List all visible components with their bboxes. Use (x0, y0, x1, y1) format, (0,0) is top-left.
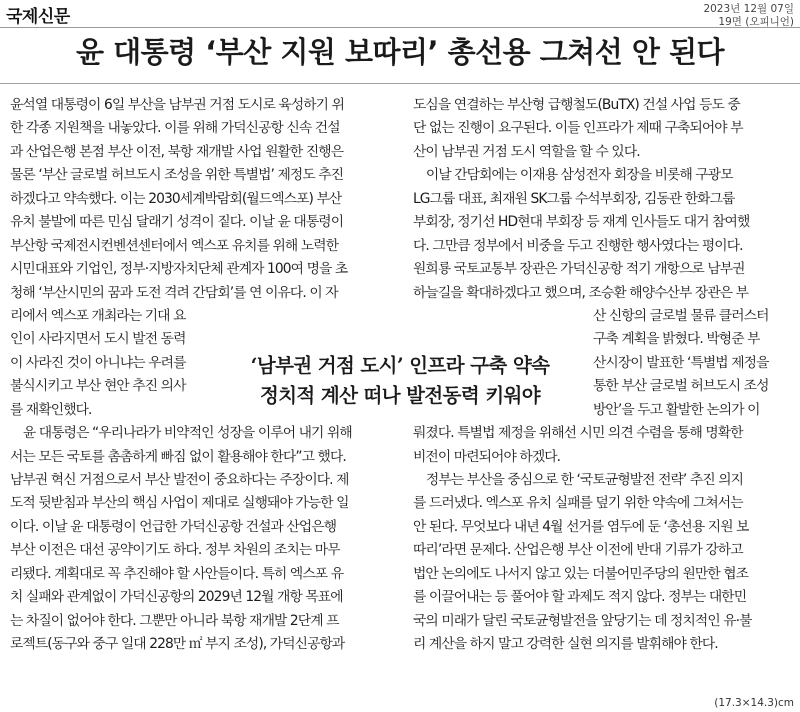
right-line: 원희룡 국토교통부 장관은 가덕신공항 적기 개항으로 남부권 (413, 261, 745, 278)
left-line: 리됐다. 계획대로 꼭 추진해야 할 사안들이다. 특히 엑스포 유 (10, 565, 344, 582)
right-line: 하늘길을 확대하겠다고 했으며, 조승환 해양수산부 장관은 부 (413, 284, 749, 301)
pull-quote-line-1: ‘남부권 거점 도시’ 인프라 구축 약속 (250, 354, 550, 377)
left-line: 한 각종 지원책을 내놓았다. 이를 위해 가덕신공항 신속 건설 (10, 120, 340, 137)
top-divider (0, 27, 800, 28)
right-line: 이날 간담회에는 이재용 삼성전자 회장을 비롯해 구광모 (413, 167, 733, 184)
right-line: 다. 그만큼 정부에서 비중을 두고 진행한 행사였다는 평이다. (413, 237, 743, 254)
left-line: 이 사라진 것이 아니냐는 우려를 (10, 354, 186, 371)
left-line: 리에서 엑스포 개최라는 기대 요 (10, 307, 186, 324)
left-line: 윤석열 대통령이 6일 부산을 남부권 거점 도시로 육성하기 위 (10, 97, 345, 113)
right-line: 비전이 마련되어야 하겠다. (413, 448, 561, 465)
right-line: 뤄졌다. 특별법 제정을 위해선 시민 의견 수렴을 통해 명확한 (413, 425, 743, 442)
publication-date: 2023년 12월 07일 (703, 3, 794, 15)
right-line: 를 이끌어내는 등 풀어야 할 과제도 적지 않다. 정부는 대한민 (413, 589, 747, 606)
right-line: 를 드러냈다. 엑스포 유치 실패를 덮기 위한 약속에 그쳐서는 (413, 495, 743, 512)
left-line: 시민대표와 기업인, 정부·지방자치단체 관계자 100여 명을 초 (10, 261, 348, 278)
right-line: 통한 부산 글로벌 허브도시 조성 (593, 378, 769, 395)
left-line: 부산 이전은 대선 공약이기도 하다. 정부 차원의 조치는 마무 (10, 542, 340, 559)
right-line: 안 된다. 무엇보다 내년 4월 선거를 염두에 둔 ‘총선용 지원 보 (413, 518, 749, 535)
right-line: LG그룹 대표, 최재원 SK그룹 수석부회장, 김동관 한화그룹 (413, 190, 735, 207)
left-line: 남부권 혁신 거점으로서 부산 발전이 중요하다는 주장이다. 제 (10, 472, 349, 488)
left-line: 치 실패와 관계없이 가덕신공항의 2029년 12월 개항 목표에 (10, 589, 343, 606)
right-line: 법안 논의에도 나서지 않고 있는 더불어민주당의 원만한 협조 (413, 565, 749, 582)
right-line: 산 신항의 글로벌 물류 클러스터 (593, 307, 769, 324)
right-line: 정부는 부산을 중심으로 한 ‘국토균형발전 전략’ 추진 의지 (413, 472, 744, 488)
left-line: 로젝트(동구와 중구 일대 228만 ㎡ 부지 조성), 가덕신공항과 (10, 636, 345, 653)
left-line: 윤 대통령은 “우리나라가 비약적인 성장을 이루어 내기 위해 (10, 425, 352, 442)
left-line: 과 산업은행 본점 부산 이전, 북항 재개발 사업 원활한 진행은 (10, 143, 344, 160)
pull-quote (240, 345, 560, 417)
right-line: 국의 미래가 달린 국토균형발전을 앞당기는 데 정치적인 유·불 (413, 612, 752, 629)
left-line: 는 차질이 없어야 한다. 그뿐만 아니라 북항 재개발 2단계 프 (10, 612, 339, 629)
headline-divider (0, 83, 800, 84)
left-line: 물론 ‘부산 글로벌 허브도시 조성을 위한 특별법’ 제정도 추진 (10, 167, 344, 184)
right-line: 도심을 연결하는 부산형 급행철도(BuTX) 건설 사업 등도 중 (413, 97, 740, 113)
pull-quote-line-2: 정치적 계산 떠나 발전동력 키워야 (259, 384, 541, 407)
right-line: 산이 남부권 거점 도시 역할을 할 수 있다. (413, 143, 640, 160)
left-line: 청해 ‘부산시민의 꿈과 도전 격려 간담회’를 연 이유다. 이 자 (10, 284, 338, 301)
right-line: 구축 계획을 밝혔다. 박형준 부 (593, 331, 760, 348)
right-line: 따리’라면 문제다. 산업은행 부산 이전에 반대 기류가 강하고 (413, 542, 743, 559)
left-line: 인이 사라지면서 도시 발전 동력 (10, 331, 186, 348)
headline: 윤 대통령 ‘부산 지원 보따리’ 총선용 그쳐선 안 된다 (75, 35, 725, 69)
masthead-logo: 국제신문 (6, 7, 70, 27)
article-size-note: (17.3×14.3)cm (714, 697, 794, 709)
right-line: 단 없는 진행이 요구된다. 이들 인프라가 제때 구축되어야 부 (413, 120, 743, 137)
page-section: 19면 (오피니언) (718, 16, 794, 28)
right-line: 리 계산을 하지 말고 강력한 실현 의지를 발휘해야 한다. (413, 636, 718, 653)
right-line: 산시장이 발표한 ‘특별법 제정을 (593, 354, 769, 371)
left-line: 를 재확인했다. (10, 401, 92, 418)
left-line: 서는 모든 국토를 촘촘하게 빠짐 없이 활용해야 한다”고 했다. (10, 448, 346, 465)
right-line: 부회장, 정기선 HD현대 부회장 등 재계 인사들도 대거 참여했 (413, 214, 750, 231)
left-line: 도적 뒷받침과 부산의 핵심 사업이 제대로 실행돼야 가능한 일 (10, 495, 349, 512)
right-line: 방안’을 두고 활발한 논의가 이 (593, 401, 760, 418)
left-line: 불식시키고 부산 현안 추진 의사 (10, 378, 186, 395)
left-line: 유치 불발에 따른 민심 달래기 성격이 짙다. 이날 윤 대통령이 (10, 214, 344, 231)
left-line: 이다. 이날 윤 대통령이 언급한 가덕신공항 건설과 산업은행 (10, 518, 337, 535)
left-line: 부산항 국제전시컨벤션센터에서 엑스포 유치를 위해 노력한 (10, 237, 339, 254)
left-line: 하겠다고 약속했다. 이는 2030세계박람회(월드엑스포) 부산 (10, 190, 342, 207)
